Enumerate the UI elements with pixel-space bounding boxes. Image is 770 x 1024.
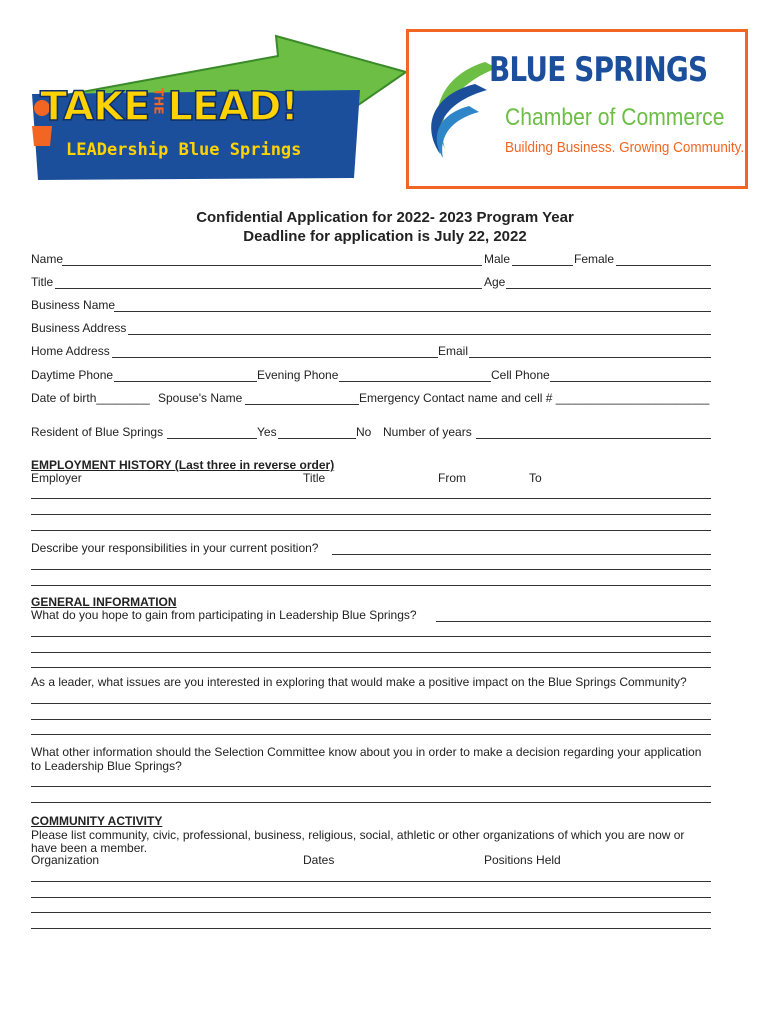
label-emergency: Emergency Contact name and cell # _______________________ xyxy=(359,391,710,405)
employment-line[interactable] xyxy=(31,514,711,515)
label-resident: Resident of Blue Springs xyxy=(31,425,164,439)
label-responsibilities: Describe your responsibilities in your current position? xyxy=(31,541,319,555)
community-line[interactable] xyxy=(31,912,711,913)
yes-field[interactable] xyxy=(278,438,356,439)
take-the-lead-subtitle: LEADership Blue Springs xyxy=(66,140,302,160)
chamber-subtitle: Chamber of Commerce xyxy=(505,104,725,131)
form-title: Confidential Application for 2022- 2023 Program Year xyxy=(196,209,574,226)
form-deadline: Deadline for application is July 22, 2022 xyxy=(243,228,527,245)
daytime-phone-field[interactable] xyxy=(114,381,257,382)
chamber-name: BLUE SPRINGS xyxy=(489,50,708,90)
label-dob: Date of birth________ xyxy=(31,391,150,405)
responsibilities-line[interactable] xyxy=(31,585,711,586)
business-name-field[interactable] xyxy=(114,311,711,312)
age-field[interactable] xyxy=(506,288,711,289)
name-field[interactable] xyxy=(62,265,482,266)
community-line[interactable] xyxy=(31,928,711,929)
logo-word-lead: LEAD! xyxy=(167,84,298,130)
general-heading: GENERAL INFORMATION xyxy=(31,595,177,609)
male-field[interactable] xyxy=(512,265,573,266)
other-info-line[interactable] xyxy=(31,786,711,787)
employment-line[interactable] xyxy=(31,498,711,499)
col-organization: Organization xyxy=(31,853,100,867)
col-to: To xyxy=(529,471,542,485)
chamber-tagline: Building Business. Growing Community. xyxy=(505,139,745,156)
label-business-address: Business Address xyxy=(31,321,127,335)
logo-word-take: TAKE xyxy=(40,84,150,130)
chamber-logo xyxy=(406,29,748,189)
business-address-field[interactable] xyxy=(128,334,711,335)
gain-field[interactable] xyxy=(436,621,711,622)
employment-line[interactable] xyxy=(31,530,711,531)
col-from: From xyxy=(438,471,466,485)
label-email: Email xyxy=(438,344,469,358)
other-info-line[interactable] xyxy=(31,802,711,803)
label-no: No xyxy=(356,425,372,439)
col-employer: Employer xyxy=(31,471,82,485)
label-cell-phone: Cell Phone xyxy=(491,368,550,382)
email-field[interactable] xyxy=(469,357,711,358)
female-field[interactable] xyxy=(616,265,711,266)
issues-line[interactable] xyxy=(31,703,711,704)
responsibilities-field[interactable] xyxy=(332,554,711,555)
logo-word-the: THE xyxy=(151,88,166,115)
question-issues: As a leader, what issues are you interested in exploring that would make a positive impact on the Blue Springs Community? xyxy=(31,675,687,689)
label-evening-phone: Evening Phone xyxy=(257,368,339,382)
community-line[interactable] xyxy=(31,881,711,882)
label-name: Name xyxy=(31,252,64,266)
col-title: Title xyxy=(303,471,326,485)
label-female: Female xyxy=(574,252,615,266)
question-other-info-cont: to Leadership Blue Springs? xyxy=(31,759,182,773)
label-spouse: Spouse's Name xyxy=(158,391,243,405)
question-gain: What do you hope to gain from participating in Leadership Blue Springs? xyxy=(31,608,417,622)
gain-line[interactable] xyxy=(31,636,711,637)
question-other-info: What other information should the Selection Committee know about you in order to make a decision regarding your application xyxy=(31,745,702,759)
issues-line[interactable] xyxy=(31,719,711,720)
col-dates: Dates xyxy=(303,853,335,867)
community-intro: Please list community, civic, professional, business, religious, social, athletic or other organizations of which you are now or xyxy=(31,828,685,842)
spouse-field[interactable] xyxy=(245,404,359,405)
employment-heading: EMPLOYMENT HISTORY (Last three in reverse order) xyxy=(31,458,335,472)
col-positions: Positions Held xyxy=(484,853,561,867)
gain-line[interactable] xyxy=(31,667,711,668)
resident-field[interactable] xyxy=(167,438,257,439)
label-home-address: Home Address xyxy=(31,344,110,358)
community-intro-cont: have been a member. xyxy=(31,841,148,855)
label-daytime-phone: Daytime Phone xyxy=(31,368,114,382)
community-line[interactable] xyxy=(31,897,711,898)
title-field[interactable] xyxy=(55,288,482,289)
label-title: Title xyxy=(31,275,54,289)
label-years: Number of years xyxy=(383,425,472,439)
take-the-lead-text xyxy=(40,84,350,130)
responsibilities-line[interactable] xyxy=(31,569,711,570)
evening-phone-field[interactable] xyxy=(339,381,491,382)
community-heading: COMMUNITY ACTIVITY xyxy=(31,814,163,828)
home-address-field[interactable] xyxy=(112,357,438,358)
label-age: Age xyxy=(484,275,506,289)
cell-phone-field[interactable] xyxy=(550,381,711,382)
label-male: Male xyxy=(484,252,511,266)
label-yes: Yes xyxy=(257,425,277,439)
issues-line[interactable] xyxy=(31,734,711,735)
years-field[interactable] xyxy=(476,438,711,439)
label-business-name: Business Name xyxy=(31,298,116,312)
gain-line[interactable] xyxy=(31,652,711,653)
